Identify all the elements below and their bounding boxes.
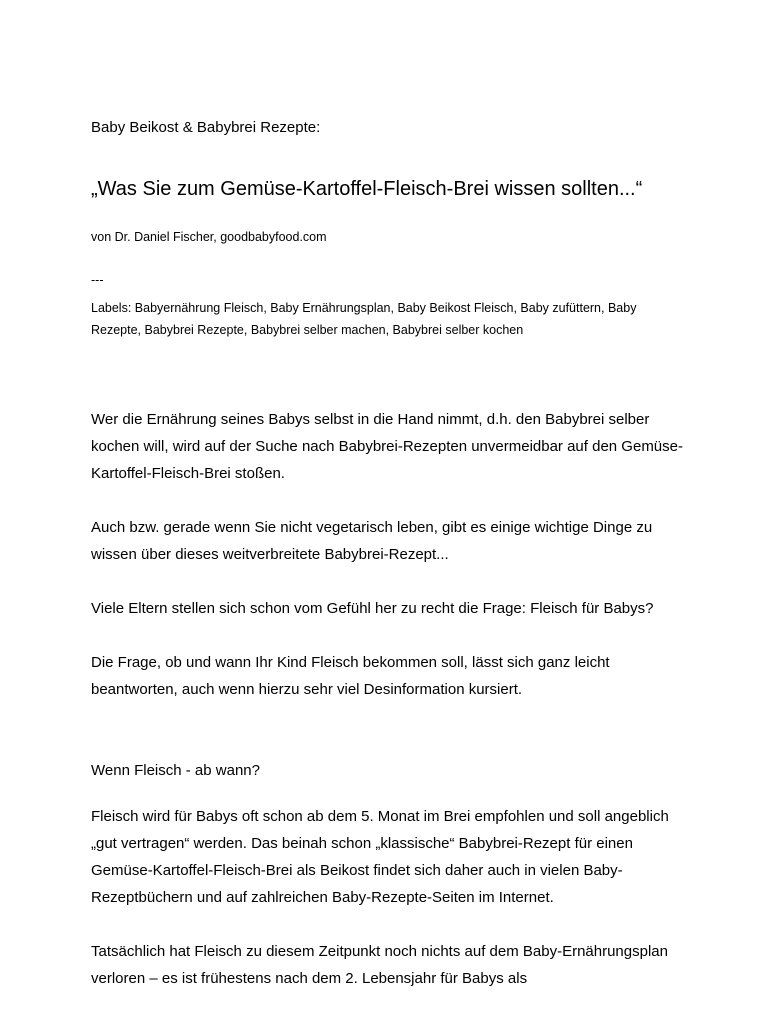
article-headline: „Was Sie zum Gemüse-Kartoffel-Fleisch-Brei wissen sollten...“ <box>91 178 643 200</box>
body-paragraph-3: Viele Eltern stellen sich schon vom Gefühl her zu recht die Frage: Fleisch für Babys? <box>91 600 654 617</box>
article-byline: von Dr. Daniel Fischer, goodbabyfood.com <box>91 230 327 244</box>
body-paragraph-1: Wer die Ernährung seines Babys selbst in die Hand nimmt, d.h. den Babybrei selber kochen will, wird auf der Suche nach Babybrei-Rezepten unvermeidbar auf den Gemüse-Kartoffel-Fleisch-Brei stoßen. <box>91 411 683 482</box>
body-paragraph-6: Tatsächlich hat Fleisch zu diesem Zeitpunkt noch nichts auf dem Baby-Ernährungsplan verloren – es ist frühestens nach dem 2. Lebensjahr für Babys als <box>91 943 668 987</box>
labels-list: Labels: Babyernährung Fleisch, Baby Ernährungsplan, Baby Beikost Fleisch, Baby zufüttern, Baby Rezepte, Babybrei Rezepte, Babybrei selber machen, Babybrei selber kochen <box>91 301 637 337</box>
body-paragraph-5: Fleisch wird für Babys oft schon ab dem 5. Monat im Brei empfohlen und soll angeblich „gut vertragen“ werden. Das beinah schon „klassische“ Babybrei-Rezept für einen Gemüse-Kartoffel-Fleisch-Brei als Beikost findet sich daher auch in vielen Baby-Rezeptbüchern und auf zahlreichen Baby-Rezepte-Seiten im Internet. <box>91 808 669 906</box>
category-heading: Baby Beikost & Babybrei Rezepte: <box>91 119 321 136</box>
section-subheading: Wenn Fleisch - ab wann? <box>91 762 260 779</box>
body-paragraph-2: Auch bzw. gerade wenn Sie nicht vegetarisch leben, gibt es einige wichtige Dinge zu wissen über dieses weitverbreitete Babybrei-Rezept... <box>91 519 653 563</box>
separator-line: --- <box>91 273 104 287</box>
body-paragraph-4: Die Frage, ob und wann Ihr Kind Fleisch bekommen soll, lässt sich ganz leicht beantworten, auch wenn hierzu sehr viel Desinformation kursiert. <box>91 654 610 698</box>
